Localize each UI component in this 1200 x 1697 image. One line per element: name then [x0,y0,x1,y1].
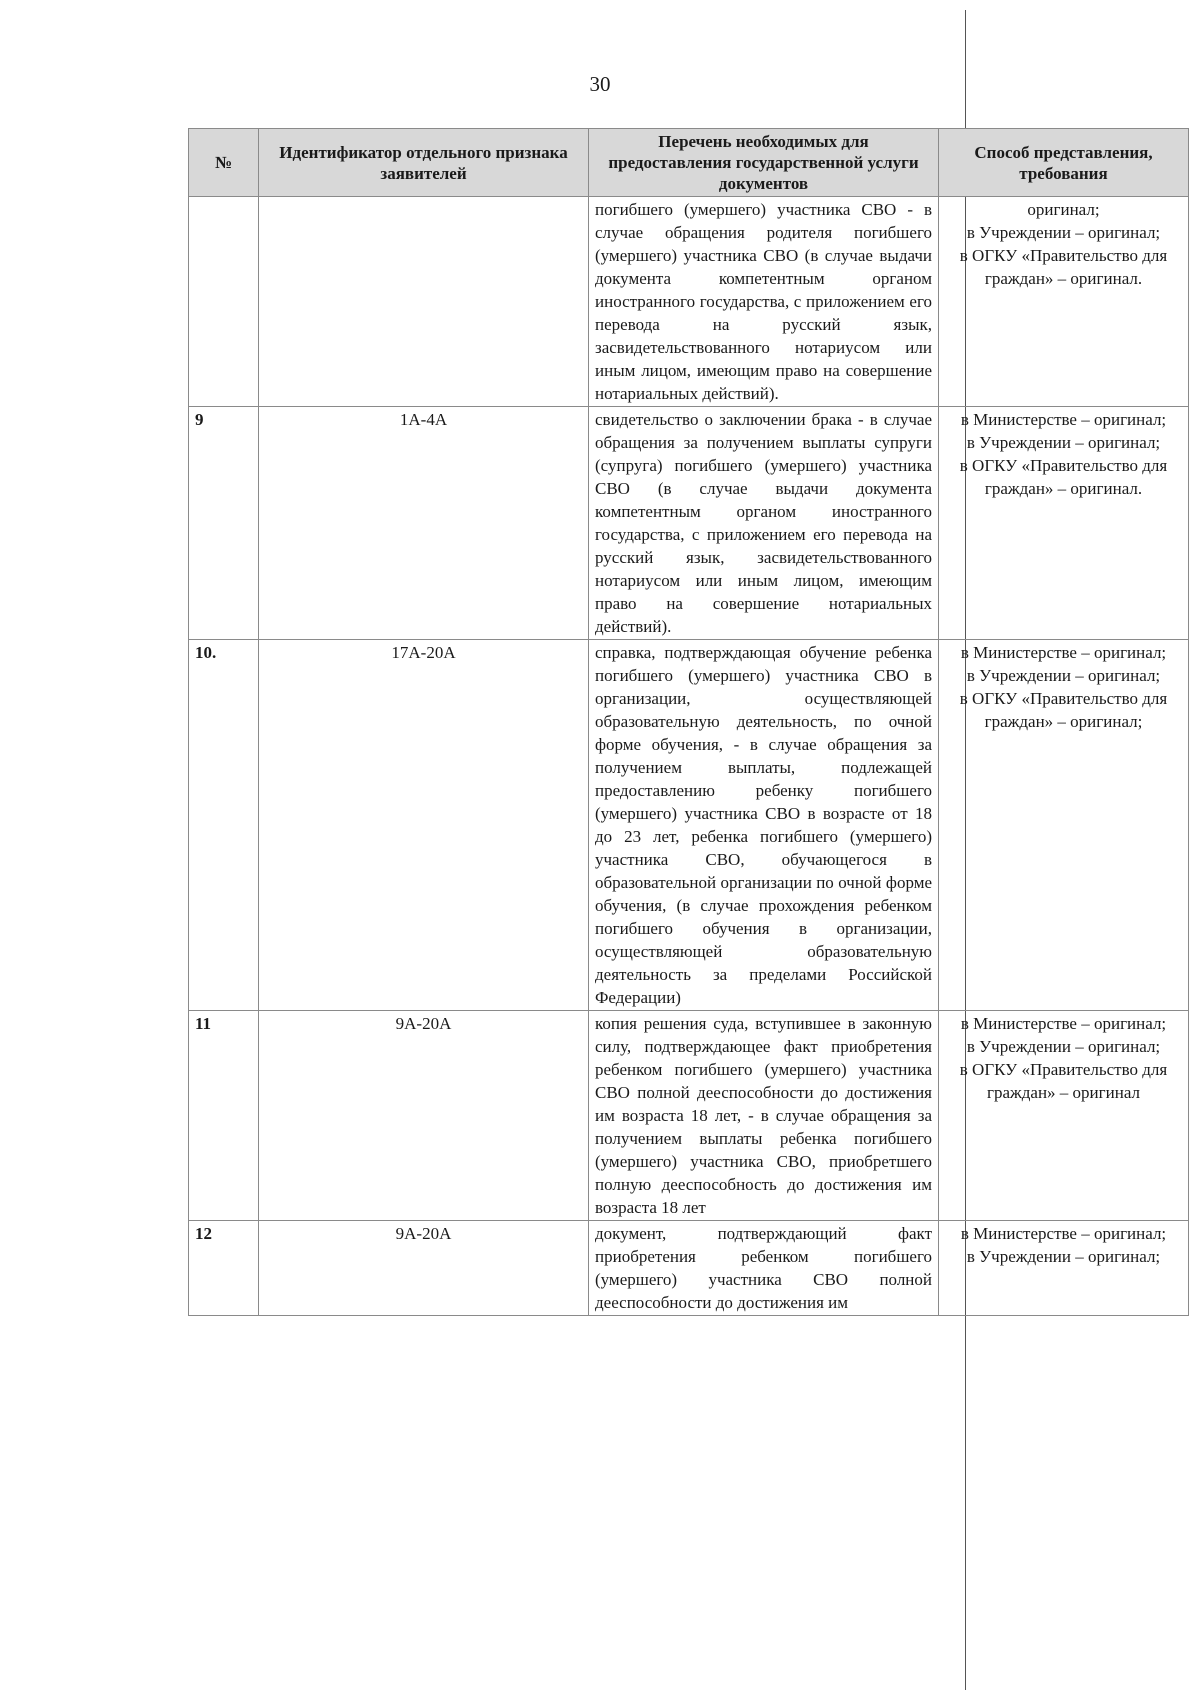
row-num: 11 [189,1011,259,1221]
table-header-row [189,129,1189,197]
row-documents: справка, подтверждающая обучение ребенка погибшего (умершего) участника СВО в организации, осуществляющей образовательную деятельность, по очной форме обучения, - в случае обращения за получением выплаты, подлежащей предоставлению ребенку погибшего (умершего) участника СВО в возрасте от 18 до 23 лет, ребенка погибшего (умершего) участника СВО, обучающегося в образовательной организации по очной форме обучения, (в случае прохождения ребенком погибшего обучения в организации, осуществляющей образовательную деятельность за пределами Российской Федерации) [589,640,939,1011]
table-row [189,1011,1189,1221]
row-method: оригинал; в Учреждении – оригинал; в ОГКУ «Правительство для граждан» – оригинал. [939,197,1189,407]
row-method: в Министерстве – оригинал; в Учреждении – оригинал; в ОГКУ «Правительство для граждан» – оригинал [939,1011,1189,1221]
documents-table [188,128,1189,1316]
row-identifier: 9А-20А [259,1011,589,1221]
row-documents: свидетельство о заключении брака - в случае обращения за получением выплаты супруги (супруга) погибшего (умершего) участника СВО (в случае выдачи документа компетентным органом иностранного государства, с приложением его перевода на русский язык, засвидетельствованного нотариусом или иным лицом, имеющим право на совершение нотариальных действий). [589,407,939,640]
row-documents: копия решения суда, вступившее в законную силу, подтверждающее факт приобретения ребенком погибшего (умершего) участника СВО полной дееспособности до достижения им возраста 18 лет, - в случае обращения за получением выплаты ребенка погибшего (умершего) участника СВО, приобретшего полную дееспособность до достижения им возраста 18 лет [589,1011,939,1221]
row-method: в Министерстве – оригинал; в Учреждении – оригинал; в ОГКУ «Правительство для граждан» – оригинал; [939,640,1189,1011]
page-number: 30 [589,72,611,96]
header-num: № [189,129,259,197]
table-row [189,640,1189,1011]
row-num [189,197,259,407]
row-identifier: 1А-4А [259,407,589,640]
table-row [189,197,1189,407]
header-method: Способ представления, требования [939,129,1189,197]
row-num: 12 [189,1221,259,1316]
table-row [189,407,1189,640]
row-identifier: 17А-20А [259,640,589,1011]
row-num: 9 [189,407,259,640]
row-identifier: 9А-20А [259,1221,589,1316]
row-num: 10. [189,640,259,1011]
row-documents: погибшего (умершего) участника СВО - в случае обращения родителя погибшего (умершего) участника СВО (в случае выдачи документа компетентным органом иностранного государства, с приложением его перевода на русский язык, засвидетельствованного нотариусом или иным лицом, имеющим право на совершение нотариальных действий). [589,197,939,407]
row-identifier [259,197,589,407]
row-method: в Министерстве – оригинал; в Учреждении – оригинал; в ОГКУ «Правительство для граждан» – оригинал. [939,407,1189,640]
row-method: в Министерстве – оригинал; в Учреждении – оригинал; [939,1221,1189,1316]
header-identifier: Идентификатор отдельного признака заявителей [259,129,589,197]
table-row [189,1221,1189,1316]
row-documents: документ, подтверждающий факт приобретения ребенком погибшего (умершего) участника СВО полной дееспособности до достижения им [589,1221,939,1316]
header-documents: Перечень необходимых для предоставления государственной услуги документов [589,129,939,197]
